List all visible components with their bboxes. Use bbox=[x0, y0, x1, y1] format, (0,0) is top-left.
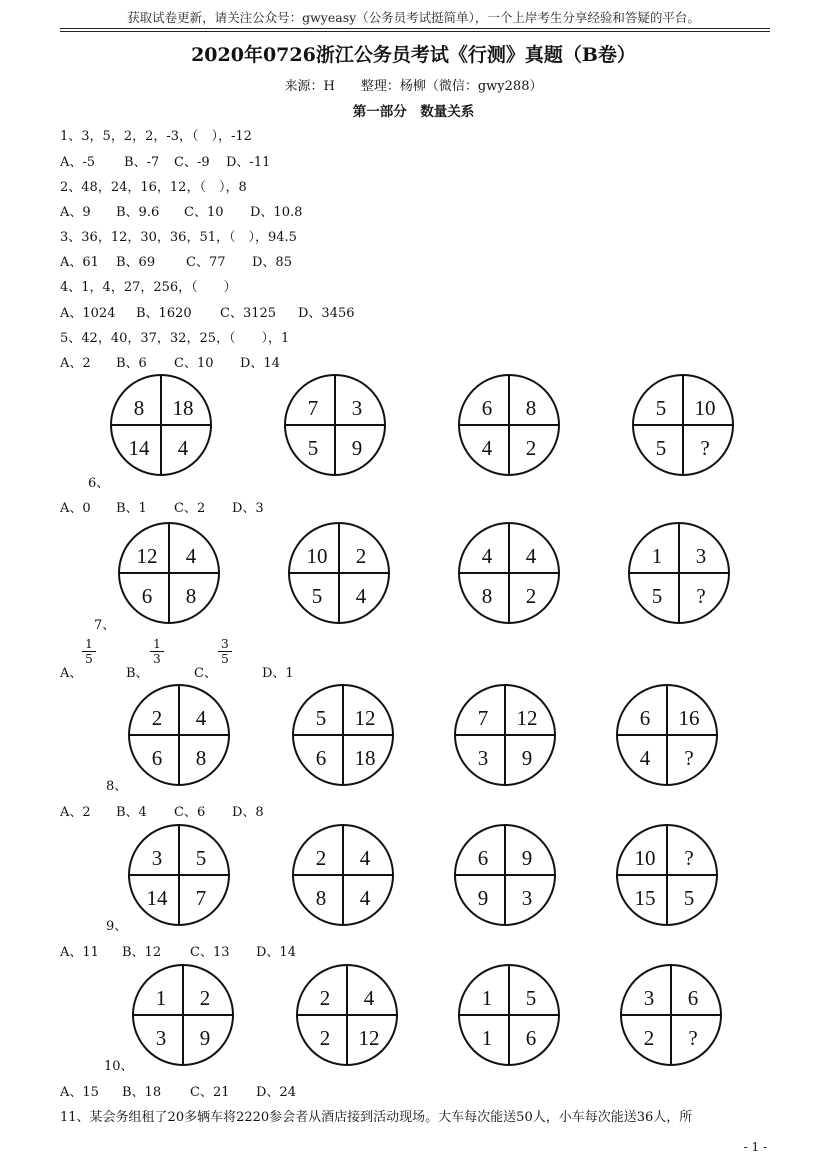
circle-value: 12 bbox=[358, 1026, 380, 1050]
fraction-three-fifths bbox=[218, 638, 232, 665]
circle-value: 15 bbox=[634, 886, 656, 910]
circle-figure bbox=[292, 684, 394, 786]
option-a: A、2 bbox=[60, 356, 91, 371]
option-d: D、1 bbox=[262, 666, 294, 681]
source-line: 来源：H 整理：杨柳（微信：gwy288） bbox=[284, 79, 543, 94]
circle-value: 6 bbox=[315, 746, 327, 770]
circle-figure bbox=[454, 684, 556, 786]
circle-value: 4 bbox=[525, 544, 537, 568]
circle-value: 4 bbox=[363, 986, 375, 1010]
circle-value: 9 bbox=[351, 436, 363, 460]
option-a: A、15 bbox=[60, 1085, 99, 1100]
circle-value: 6 bbox=[525, 1026, 537, 1050]
option-a: A、1024 bbox=[60, 306, 116, 321]
circle-value: 18 bbox=[354, 746, 376, 770]
circle-figure bbox=[284, 374, 386, 476]
circle-value: 5 bbox=[683, 886, 695, 910]
question-1-stem: 1、3，5，2，2，-3，（ ），-12 bbox=[60, 129, 252, 144]
circle-value: 4 bbox=[195, 706, 207, 730]
option-d: D、-11 bbox=[226, 155, 271, 170]
question-1-options bbox=[60, 151, 270, 170]
option-d: D、3 bbox=[232, 501, 264, 516]
circle-value: 5 bbox=[315, 706, 327, 730]
circle-value: 12 bbox=[516, 706, 538, 730]
circle-value: 10 bbox=[634, 846, 656, 870]
circle-value: 3 bbox=[151, 846, 163, 870]
section-heading: 第一部分 数量关系 bbox=[352, 104, 475, 120]
question-3-options bbox=[60, 251, 292, 270]
question-3-stem: 3、36，12，30，36，51，（ ），94.5 bbox=[60, 230, 297, 245]
circle-value: 2 bbox=[319, 1026, 331, 1050]
circle-value: 3 bbox=[521, 886, 533, 910]
option-a: A、11 bbox=[60, 945, 99, 960]
circle-value: 3 bbox=[351, 396, 363, 420]
question-10-number: 10、 bbox=[104, 1059, 134, 1074]
option-a: A、-5 bbox=[60, 155, 96, 170]
fraction-denominator: 3 bbox=[153, 652, 161, 666]
fraction-numerator: 3 bbox=[221, 637, 229, 651]
question-4-options bbox=[60, 302, 355, 321]
circle-value: 16 bbox=[678, 706, 700, 730]
circle-value: 9 bbox=[521, 846, 533, 870]
circle-value: 2 bbox=[199, 986, 211, 1010]
fraction-numerator: 1 bbox=[85, 637, 93, 651]
option-c: C、13 bbox=[190, 945, 230, 960]
option-b: B、12 bbox=[122, 945, 162, 960]
circle-figure bbox=[616, 684, 718, 786]
option-b: B、69 bbox=[116, 255, 156, 270]
option-d: D、24 bbox=[256, 1085, 296, 1100]
circle-value: ? bbox=[684, 846, 694, 870]
circle-value: 6 bbox=[151, 746, 163, 770]
option-d: D、14 bbox=[240, 356, 280, 371]
circle-figure bbox=[458, 522, 560, 624]
circle-value: 6 bbox=[481, 396, 493, 420]
circle-value: 6 bbox=[687, 986, 699, 1010]
circle-value: 3 bbox=[477, 746, 489, 770]
question-10-options bbox=[60, 1081, 296, 1100]
circle-value: 5 bbox=[195, 846, 207, 870]
circle-figure bbox=[632, 374, 734, 476]
circle-value: 2 bbox=[319, 986, 331, 1010]
option-c: C、3125 bbox=[220, 306, 277, 321]
circle-value: 1 bbox=[481, 986, 493, 1010]
page-number: - 1 - bbox=[743, 1140, 767, 1154]
option-b: B、6 bbox=[116, 356, 147, 371]
circle-value: 6 bbox=[141, 584, 153, 608]
question-4-stem: 4、1，4，27，256，（ ） bbox=[60, 280, 237, 295]
option-c: C、10 bbox=[174, 356, 214, 371]
circle-value: 8 bbox=[315, 886, 327, 910]
circle-value: 7 bbox=[307, 396, 319, 420]
option-a: A、9 bbox=[60, 205, 91, 220]
option-d: D、14 bbox=[256, 945, 296, 960]
circle-value: 4 bbox=[185, 544, 197, 568]
option-d: D、10.8 bbox=[250, 205, 303, 220]
circle-value: 4 bbox=[359, 886, 371, 910]
option-c: C、10 bbox=[184, 205, 224, 220]
fraction-one-third bbox=[150, 638, 164, 665]
option-c: C、21 bbox=[190, 1085, 230, 1100]
circle-value: 5 bbox=[651, 584, 663, 608]
circle-value: 12 bbox=[354, 706, 376, 730]
circle-value: 10 bbox=[306, 544, 328, 568]
circle-figure bbox=[620, 964, 722, 1066]
option-a: A、61 bbox=[60, 255, 99, 270]
circle-figure bbox=[110, 374, 212, 476]
option-b: B、 bbox=[126, 666, 149, 681]
circle-value: 10 bbox=[694, 396, 716, 420]
circle-figure bbox=[458, 964, 560, 1066]
option-a: A、0 bbox=[60, 501, 91, 516]
circle-value: 6 bbox=[639, 706, 651, 730]
circle-value: 9 bbox=[477, 886, 489, 910]
circle-figure bbox=[128, 824, 230, 926]
fraction-one-fifth bbox=[82, 638, 96, 665]
circle-value: 2 bbox=[315, 846, 327, 870]
question-6-options bbox=[60, 497, 264, 516]
circle-figure bbox=[296, 964, 398, 1066]
circle-value: ? bbox=[700, 436, 710, 460]
circle-value: 5 bbox=[655, 436, 667, 460]
circle-figure bbox=[616, 824, 718, 926]
circle-value: 1 bbox=[651, 544, 663, 568]
circle-value: 2 bbox=[643, 1026, 655, 1050]
circle-value: 18 bbox=[172, 396, 194, 420]
fraction-denominator: 5 bbox=[221, 652, 229, 666]
circle-figure bbox=[628, 522, 730, 624]
option-c: C、 bbox=[194, 666, 217, 681]
circle-value: 5 bbox=[655, 396, 667, 420]
circle-value: 14 bbox=[146, 886, 168, 910]
option-d: D、85 bbox=[252, 255, 292, 270]
question-2-stem: 2、48，24，16，12，（ ），8 bbox=[60, 180, 247, 195]
circle-value: ? bbox=[684, 746, 694, 770]
circle-value: 12 bbox=[136, 544, 158, 568]
circle-value: 4 bbox=[481, 544, 493, 568]
circle-value: 5 bbox=[307, 436, 319, 460]
circle-value: 8 bbox=[195, 746, 207, 770]
option-c: C、77 bbox=[186, 255, 226, 270]
circle-value: 5 bbox=[525, 986, 537, 1010]
circle-value: 2 bbox=[525, 436, 537, 460]
option-a: A、2 bbox=[60, 805, 91, 820]
document-title: 2020年0726浙江公务员考试《行测》真题（B卷） bbox=[191, 44, 636, 66]
question-5-options bbox=[60, 352, 280, 371]
circle-value: 4 bbox=[639, 746, 651, 770]
circle-value: 4 bbox=[481, 436, 493, 460]
option-a: A、 bbox=[60, 666, 83, 681]
circle-value: 9 bbox=[521, 746, 533, 770]
header-rule bbox=[60, 28, 770, 29]
option-d: D、8 bbox=[232, 805, 264, 820]
circle-value: ? bbox=[688, 1026, 698, 1050]
circle-figure bbox=[292, 824, 394, 926]
header-rule-2 bbox=[60, 31, 770, 32]
option-d: D、3456 bbox=[298, 306, 355, 321]
option-c: C、6 bbox=[174, 805, 206, 820]
circle-value: 4 bbox=[359, 846, 371, 870]
circle-value: 14 bbox=[128, 436, 150, 460]
option-b: B、1 bbox=[116, 501, 147, 516]
circle-value: 8 bbox=[525, 396, 537, 420]
option-b: B、-7 bbox=[124, 155, 160, 170]
circle-value: 1 bbox=[155, 986, 167, 1010]
circle-value: 3 bbox=[155, 1026, 167, 1050]
circle-value: 1 bbox=[481, 1026, 493, 1050]
circle-figure bbox=[454, 824, 556, 926]
circle-figure bbox=[458, 374, 560, 476]
circle-value: 2 bbox=[151, 706, 163, 730]
circle-value: 3 bbox=[643, 986, 655, 1010]
question-2-options bbox=[60, 201, 302, 220]
question-9-options bbox=[60, 941, 296, 960]
question-11-stem: 11、某会务组租了20多辆车将2220参会者从酒店接到活动现场。大车每次能送50人，小车每次能送36人，所 bbox=[60, 1110, 693, 1125]
question-8-number: 8、 bbox=[106, 779, 128, 794]
circle-value: 3 bbox=[695, 544, 707, 568]
option-b: B、9.6 bbox=[116, 205, 160, 220]
circle-value: 8 bbox=[185, 584, 197, 608]
option-b: B、1620 bbox=[136, 306, 192, 321]
circle-value: 8 bbox=[481, 584, 493, 608]
option-b: B、4 bbox=[116, 805, 147, 820]
option-b: B、18 bbox=[122, 1085, 162, 1100]
circle-value: 2 bbox=[525, 584, 537, 608]
question-6-number: 6、 bbox=[88, 476, 110, 491]
fraction-denominator: 5 bbox=[85, 652, 93, 666]
question-8-options bbox=[60, 801, 264, 820]
circle-value: 6 bbox=[477, 846, 489, 870]
circle-value: 8 bbox=[133, 396, 145, 420]
question-7-number: 7、 bbox=[94, 618, 116, 633]
circle-figure bbox=[288, 522, 390, 624]
circle-value: 2 bbox=[355, 544, 367, 568]
circle-value: 4 bbox=[355, 584, 367, 608]
circle-value: ? bbox=[696, 584, 706, 608]
circle-value: 5 bbox=[311, 584, 323, 608]
circle-value: 7 bbox=[195, 886, 207, 910]
circle-figure bbox=[118, 522, 220, 624]
question-9-number: 9、 bbox=[106, 919, 128, 934]
circle-figure bbox=[132, 964, 234, 1066]
option-c: C、-9 bbox=[174, 155, 210, 170]
fraction-numerator: 1 bbox=[153, 637, 161, 651]
circle-value: 7 bbox=[477, 706, 489, 730]
circle-value: 4 bbox=[177, 436, 189, 460]
circle-figure bbox=[128, 684, 230, 786]
question-5-stem: 5、42，40，37，32，25，（ ），1 bbox=[60, 331, 290, 346]
option-c: C、2 bbox=[174, 501, 206, 516]
circle-value: 9 bbox=[199, 1026, 211, 1050]
page-header: 获取试卷更新，请关注公众号：gwyeasy（公务员考试挺简单），一个上岸考生分享经验和答疑的平台。 bbox=[127, 10, 700, 25]
